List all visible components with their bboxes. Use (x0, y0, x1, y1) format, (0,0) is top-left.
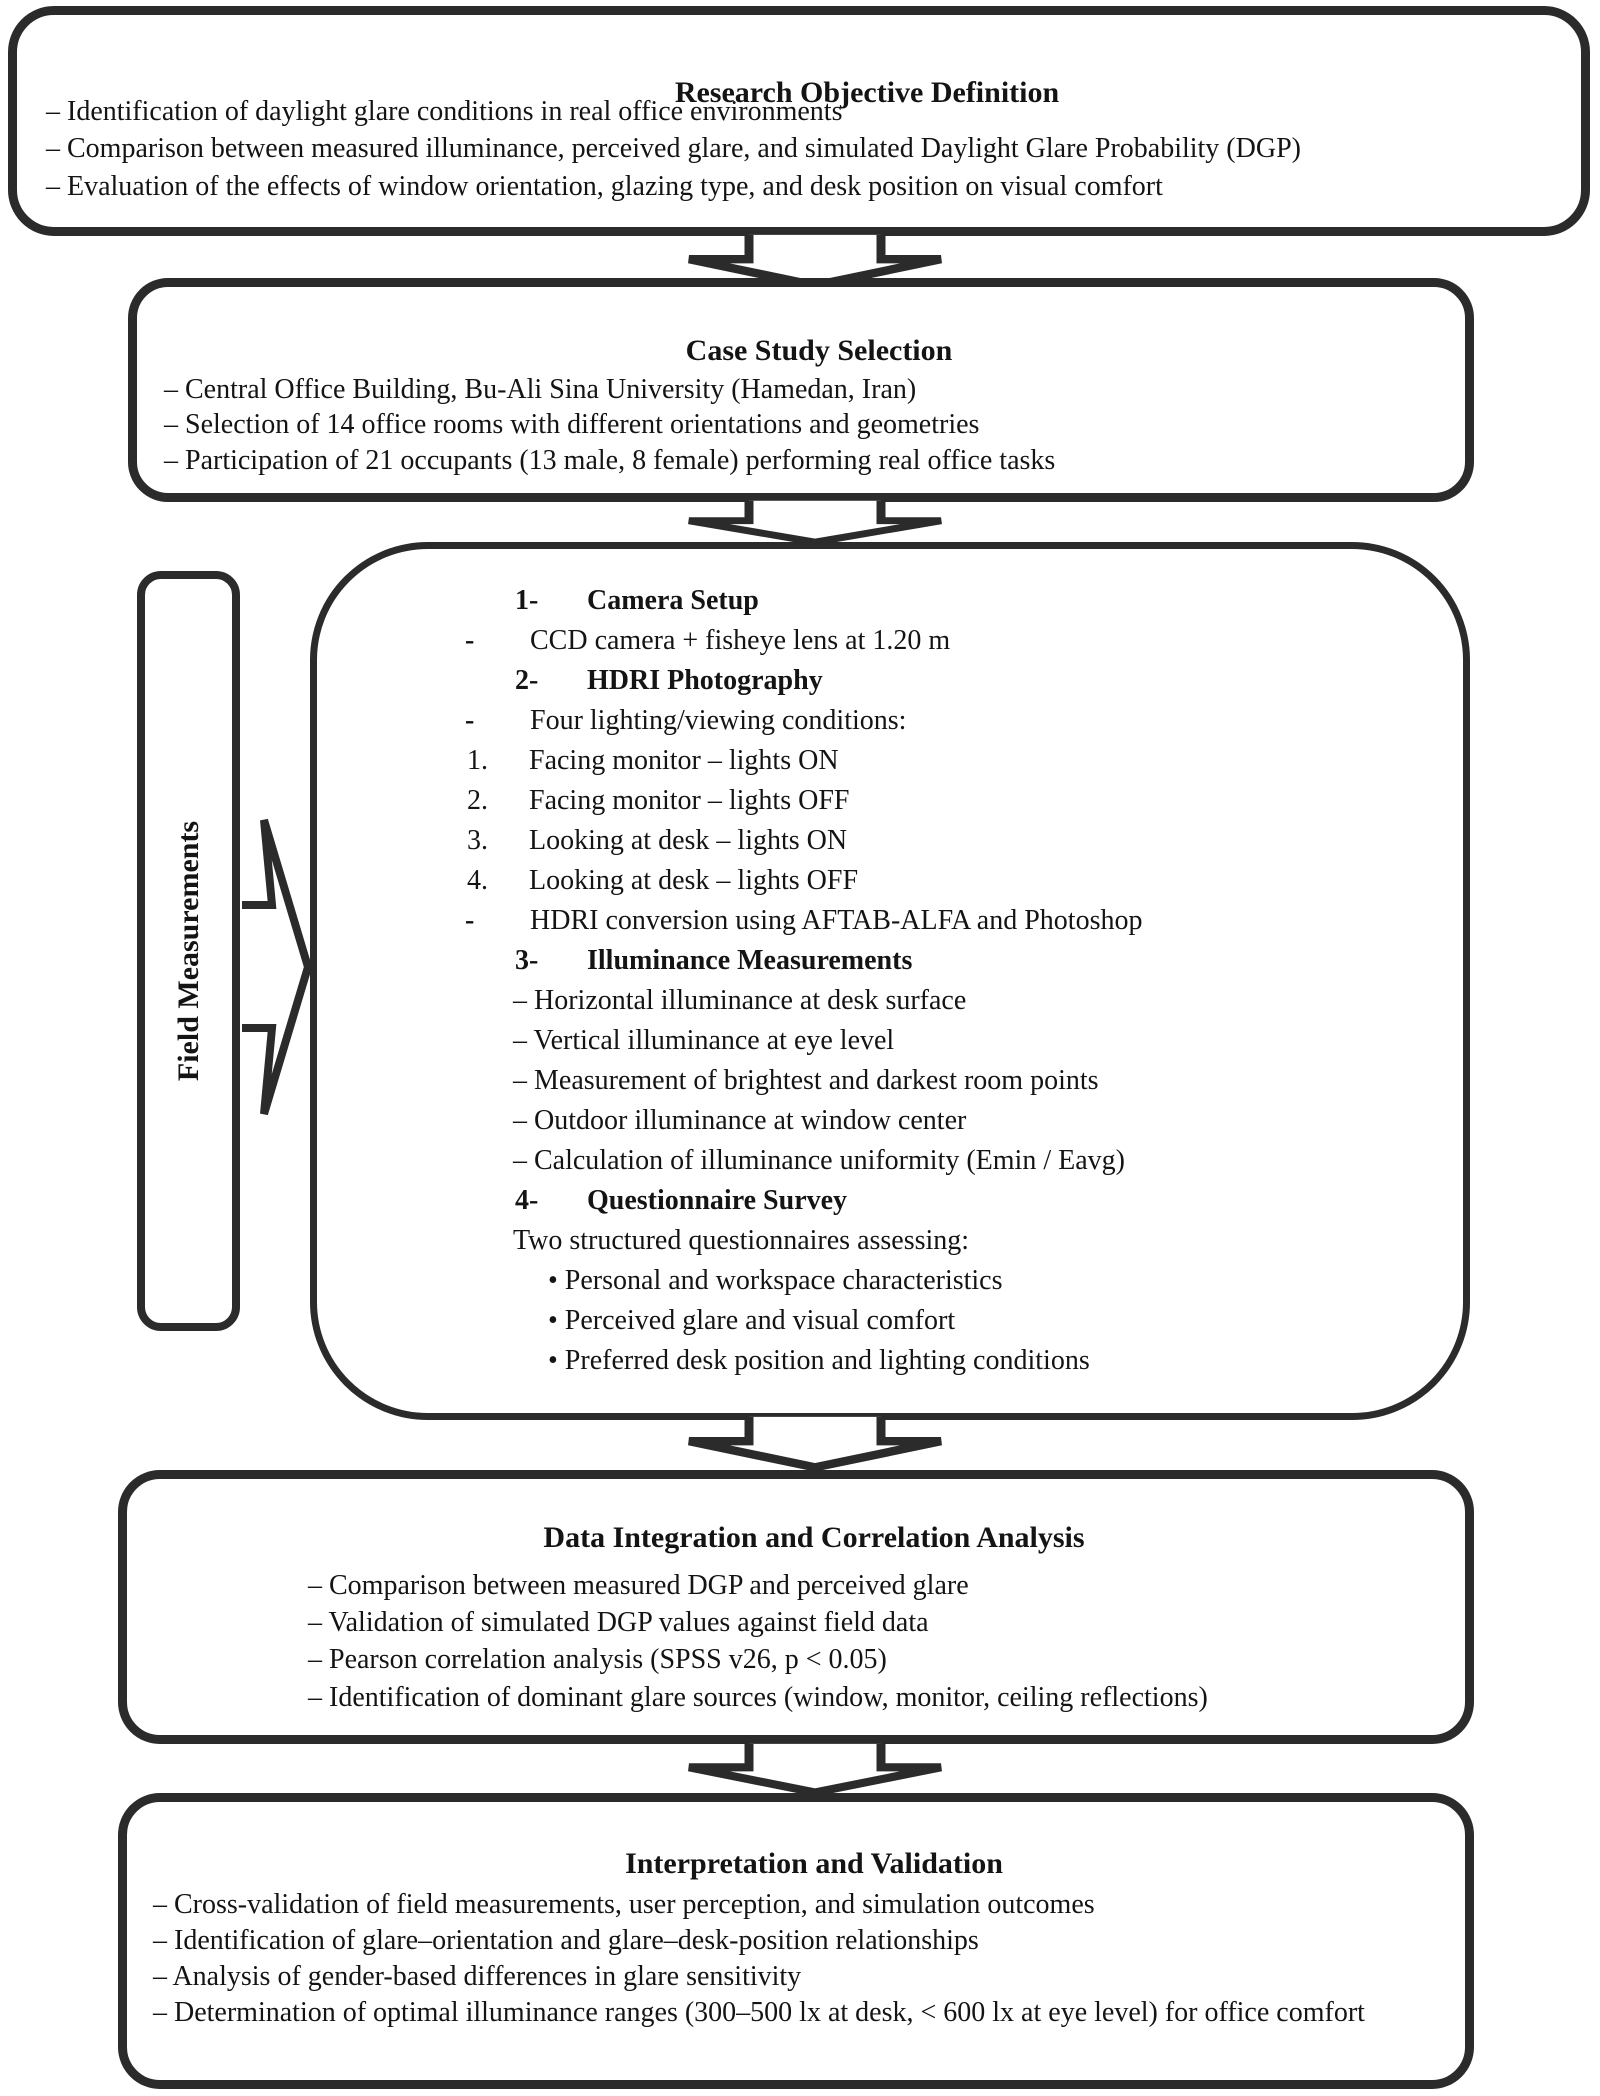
bullet-line: – Evaluation of the effects of window orientation, glazing type, and desk position on visual comfort (46, 170, 1163, 202)
box-data-integration-title: Data Integration and Correlation Analysis (543, 1520, 1085, 1554)
step-line: 3. Looking at desk – lights ON (467, 825, 848, 856)
box-field-measurements-label (137, 571, 240, 1331)
step-line: • Personal and workspace characteristics (548, 1265, 1003, 1296)
bullet-line: – Cross-validation of field measurements, user perception, and simulation outcomes (153, 1889, 1095, 1920)
step-line: • Perceived glare and visual comfort (548, 1305, 956, 1336)
step-line: - CCD camera + fisheye lens at 1.20 m (465, 625, 951, 656)
bullet-line: – Selection of 14 office rooms with different orientations and geometries (164, 409, 980, 441)
bullet-line: – Identification of daylight glare conditions in real office environments (46, 95, 843, 127)
bullet-line: – Pearson correlation analysis (SPSS v26, p < 0.05) (308, 1644, 887, 1676)
bullet-line: – Determination of optimal illuminance ranges (300–500 lx at desk, < 600 lx at eye level) for office comfort (153, 1997, 1365, 2028)
box-data-integration-bullets (308, 1567, 1208, 1716)
step-line: 1- Camera Setup (515, 585, 759, 616)
box-interpretation-validation (118, 1793, 1474, 2089)
step-line: – Outdoor illuminance at window center (513, 1105, 967, 1136)
field-measurement-steps (317, 581, 1463, 1381)
step-line: – Calculation of illuminance uniformity (Emin / Eavg) (513, 1145, 1125, 1176)
box-interpretation-bullets (153, 1887, 1365, 2031)
arrow-right-connector (240, 812, 312, 1122)
box-case-study-selection (128, 278, 1474, 502)
box-data-integration (118, 1470, 1474, 1744)
step-line: – Measurement of brightest and darkest room points (513, 1065, 1099, 1096)
field-measurements-vertical-label: Field Measurements (171, 820, 205, 1082)
step-line: • Preferred desk position and lighting conditions (548, 1345, 1090, 1376)
arrow-down-connector-4 (680, 1743, 950, 1797)
box-research-objective-bullets (46, 93, 1301, 206)
step-line: – Horizontal illuminance at desk surface (513, 985, 967, 1016)
bullet-line: – Identification of dominant glare sources (window, monitor, ceiling reflections) (308, 1681, 1208, 1713)
step-line: Two structured questionnaires assessing: (513, 1225, 970, 1256)
arrow-down-connector-2 (680, 500, 950, 546)
box-research-objective (8, 6, 1590, 236)
bullet-line: – Comparison between measured DGP and perceived glare (308, 1569, 969, 1601)
step-line: 2- HDRI Photography (515, 665, 823, 696)
bullet-line: – Central Office Building, Bu-Ali Sina University (Hamedan, Iran) (164, 373, 917, 405)
step-line: - HDRI conversion using AFTAB-ALFA and Photoshop (465, 905, 1143, 936)
box-case-study-bullets (164, 372, 1055, 479)
bullet-line: – Validation of simulated DGP values against field data (308, 1606, 929, 1638)
step-line: – Vertical illuminance at eye level (513, 1025, 895, 1056)
step-line: 4- Questionnaire Survey (515, 1185, 848, 1216)
arrow-down-connector-3 (680, 1416, 950, 1472)
box-case-study-title: Case Study Selection (685, 333, 953, 367)
box-interpretation-title: Interpretation and Validation (625, 1846, 1003, 1880)
box-field-measurements-content (310, 542, 1470, 1420)
step-line: 3- Illuminance Measurements (515, 945, 913, 976)
step-line: 1. Facing monitor – lights ON (467, 745, 839, 776)
step-line: 4. Looking at desk – lights OFF (467, 865, 859, 896)
box-research-objective-title: Research Objective Definition (674, 75, 1060, 109)
bullet-line: – Participation of 21 occupants (13 male, 8 female) performing real office tasks (164, 444, 1056, 476)
bullet-line: – Analysis of gender-based differences in glare sensitivity (153, 1961, 802, 1992)
step-line: 2. Facing monitor – lights OFF (467, 785, 850, 816)
bullet-line: – Comparison between measured illuminance, perceived glare, and simulated Daylight Glare Probability (DGP) (46, 133, 1301, 165)
bullet-line: – Identification of glare–orientation and glare–desk-position relationships (153, 1925, 979, 1956)
step-line: - Four lighting/viewing conditions: (465, 705, 907, 736)
